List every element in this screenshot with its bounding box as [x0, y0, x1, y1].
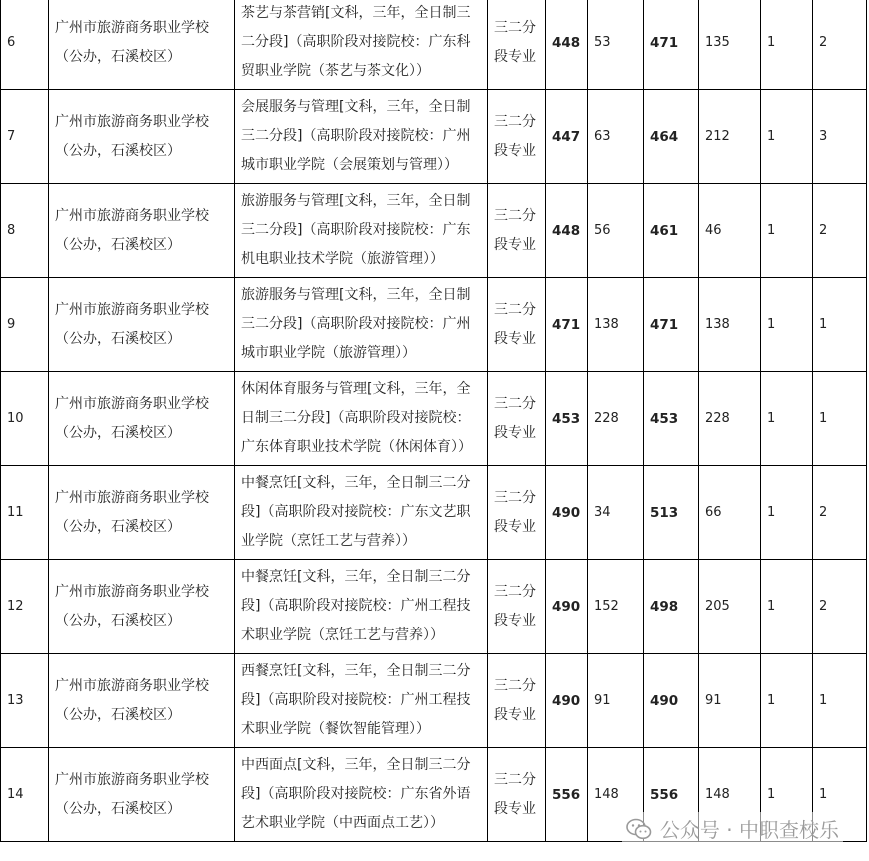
rank-cell-2: 148	[699, 748, 761, 842]
row-index: 12	[1, 560, 49, 654]
count-cell-2: 2	[813, 0, 867, 90]
rank-cell-2: 91	[699, 654, 761, 748]
major-cell: 旅游服务与管理[文科，三年，全日制三二分段]（高职阶段对接院校：广州城市职业学院（旅游管理））	[235, 278, 488, 372]
score-cell-2: 461	[644, 184, 699, 278]
count-cell-2: 2	[813, 560, 867, 654]
program-type-cell: 三二分段专业	[488, 560, 546, 654]
school-name-cell: 广州市旅游商务职业学校（公办，石溪校区）	[49, 372, 235, 466]
major-cell: 中餐烹饪[文科，三年，全日制三二分段]（高职阶段对接院校：广州工程技术职业学院（烹饪工艺与营养））	[235, 560, 488, 654]
rank-cell-2: 138	[699, 278, 761, 372]
row-index: 13	[1, 654, 49, 748]
table-row	[1, 184, 867, 278]
count-cell-1: 1	[761, 278, 813, 372]
score-cell-2: 471	[644, 0, 699, 90]
count-cell-1: 1	[761, 560, 813, 654]
score-cell-2: 464	[644, 90, 699, 184]
major-cell: 茶艺与茶营销[文科，三年，全日制三二分段]（高职阶段对接院校：广东科贸职业学院（茶艺与茶文化））	[235, 0, 488, 90]
table-row	[1, 560, 867, 654]
row-index: 11	[1, 466, 49, 560]
rank-cell-2: 212	[699, 90, 761, 184]
rank-cell-2: 135	[699, 0, 761, 90]
table-row	[1, 0, 867, 90]
table-row	[1, 90, 867, 184]
major-cell: 旅游服务与管理[文科，三年，全日制三二分段]（高职阶段对接院校：广东机电职业技术学院（旅游管理））	[235, 184, 488, 278]
count-cell-2: 1	[813, 654, 867, 748]
rank-cell-1: 148	[588, 748, 644, 842]
major-cell: 会展服务与管理[文科，三年，全日制三二分段]（高职阶段对接院校：广州城市职业学院（会展策划与管理））	[235, 90, 488, 184]
count-cell-1: 1	[761, 466, 813, 560]
rank-cell-1: 56	[588, 184, 644, 278]
table-row	[1, 466, 867, 560]
count-cell-2: 2	[813, 466, 867, 560]
school-name-cell: 广州市旅游商务职业学校（公办，石溪校区）	[49, 654, 235, 748]
score-cell-1: 447	[546, 90, 588, 184]
row-index: 10	[1, 372, 49, 466]
school-name-cell: 广州市旅游商务职业学校（公办，石溪校区）	[49, 0, 235, 90]
count-cell-1: 1	[761, 184, 813, 278]
count-cell-1: 1	[761, 90, 813, 184]
table-row	[1, 372, 867, 466]
school-name-cell: 广州市旅游商务职业学校（公办，石溪校区）	[49, 184, 235, 278]
table-row	[1, 654, 867, 748]
table-body	[1, 0, 867, 842]
count-cell-2: 1	[813, 372, 867, 466]
program-type-cell: 三二分段专业	[488, 184, 546, 278]
rank-cell-1: 228	[588, 372, 644, 466]
row-index: 14	[1, 748, 49, 842]
school-name-cell: 广州市旅游商务职业学校（公办，石溪校区）	[49, 748, 235, 842]
row-index: 9	[1, 278, 49, 372]
wechat-icon	[626, 818, 652, 840]
row-index: 7	[1, 90, 49, 184]
count-cell-1: 1	[761, 654, 813, 748]
school-name-cell: 广州市旅游商务职业学校（公办，石溪校区）	[49, 278, 235, 372]
score-cell-2: 471	[644, 278, 699, 372]
rank-cell-1: 53	[588, 0, 644, 90]
score-cell-1: 471	[546, 278, 588, 372]
score-cell-2: 498	[644, 560, 699, 654]
score-cell-1: 490	[546, 466, 588, 560]
score-cell-1: 490	[546, 560, 588, 654]
score-cell-1: 556	[546, 748, 588, 842]
school-name-cell: 广州市旅游商务职业学校（公办，石溪校区）	[49, 90, 235, 184]
score-cell-1: 453	[546, 372, 588, 466]
count-cell-1: 1	[761, 748, 813, 842]
score-cell-2: 490	[644, 654, 699, 748]
school-name-cell: 广州市旅游商务职业学校（公办，石溪校区）	[49, 560, 235, 654]
program-type-cell: 三二分段专业	[488, 654, 546, 748]
rank-cell-1: 63	[588, 90, 644, 184]
table-row	[1, 278, 867, 372]
rank-cell-1: 152	[588, 560, 644, 654]
program-type-cell: 三二分段专业	[488, 90, 546, 184]
program-type-cell: 三二分段专业	[488, 372, 546, 466]
count-cell-1: 1	[761, 372, 813, 466]
count-cell-2: 1	[813, 748, 867, 842]
program-type-cell: 三二分段专业	[488, 466, 546, 560]
score-cell-1: 448	[546, 0, 588, 90]
row-index: 8	[1, 184, 49, 278]
rank-cell-1: 91	[588, 654, 644, 748]
school-name-cell: 广州市旅游商务职业学校（公办，石溪校区）	[49, 466, 235, 560]
rank-cell-2: 46	[699, 184, 761, 278]
major-cell: 中西面点[文科，三年，全日制三二分段]（高职阶段对接院校：广东省外语艺术职业学院（中西面点工艺））	[235, 748, 488, 842]
rank-cell-2: 205	[699, 560, 761, 654]
watermark	[622, 812, 843, 845]
rank-cell-2: 228	[699, 372, 761, 466]
score-cell-2: 453	[644, 372, 699, 466]
score-cell-2: 513	[644, 466, 699, 560]
score-cell-1: 490	[546, 654, 588, 748]
count-cell-2: 3	[813, 90, 867, 184]
score-cell-2: 556	[644, 748, 699, 842]
count-cell-2: 1	[813, 278, 867, 372]
program-type-cell: 三二分段专业	[488, 748, 546, 842]
major-cell: 西餐烹饪[文科，三年，全日制三二分段]（高职阶段对接院校：广州工程技术职业学院（餐饮智能管理））	[235, 654, 488, 748]
rank-cell-1: 34	[588, 466, 644, 560]
program-type-cell: 三二分段专业	[488, 0, 546, 90]
count-cell-1: 1	[761, 0, 813, 90]
watermark-text: 公众号 · 中职查校乐	[659, 818, 839, 842]
score-cell-1: 448	[546, 184, 588, 278]
count-cell-2: 2	[813, 184, 867, 278]
major-cell: 休闲体育服务与管理[文科，三年，全日制三二分段]（高职阶段对接院校：广东体育职业技术学院（休闲体育））	[235, 372, 488, 466]
row-index: 6	[1, 0, 49, 90]
rank-cell-2: 66	[699, 466, 761, 560]
rank-cell-1: 138	[588, 278, 644, 372]
program-type-cell: 三二分段专业	[488, 278, 546, 372]
major-cell: 中餐烹饪[文科，三年，全日制三二分段]（高职阶段对接院校：广东文艺职业学院（烹饪工艺与营养））	[235, 466, 488, 560]
